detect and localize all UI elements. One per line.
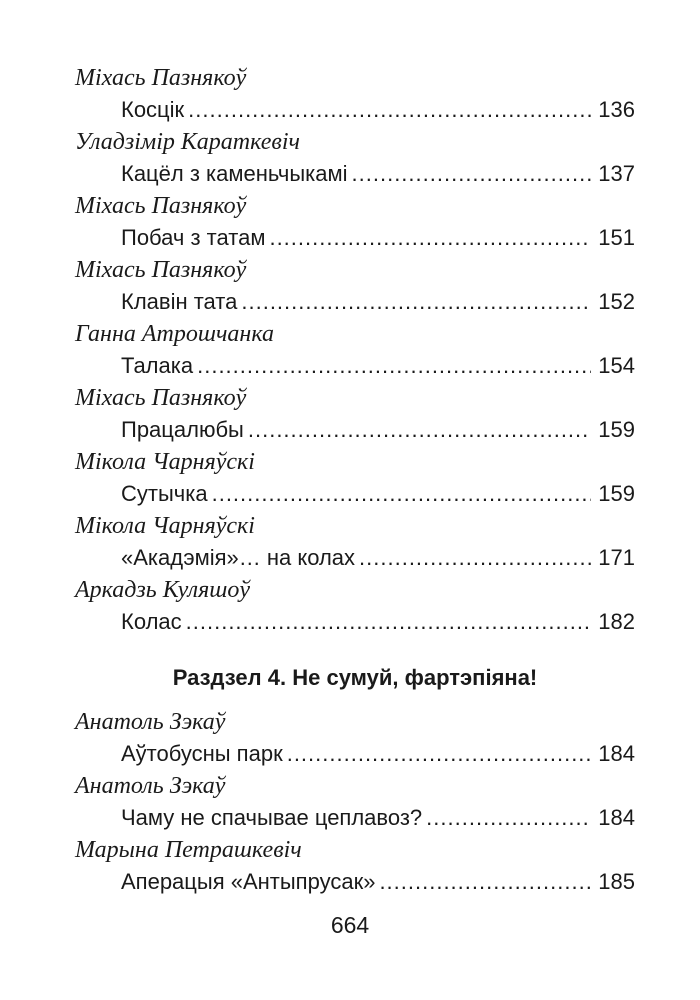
entry-title: Колас [121,609,182,634]
dot-leader [248,414,591,446]
entry-author: Марына Петрашкевіч [75,837,302,863]
entry-page-number: 184 [598,741,635,766]
entry-title: Кацёл з каменьчыкамі [121,161,348,186]
dot-leader [379,866,591,898]
section-heading: Раздзел 4. Не сумуй, фартэпіяна! [172,665,538,690]
toc-entry [75,126,635,190]
entry-line[interactable] [121,414,635,446]
entry-page-number: 159 [598,481,635,506]
entry-title: Сутычка [121,481,208,506]
page-number: 664 [330,912,370,938]
entry-line[interactable] [121,94,635,126]
entry-author: Міхась Пазнякоў [75,385,247,411]
dot-leader [212,478,591,510]
entry-page-number: 151 [598,225,635,250]
dot-leader [241,286,591,318]
entry-page-number: 159 [598,417,635,442]
toc-group-after [75,706,635,898]
entry-line[interactable] [121,542,635,574]
toc-entry [75,706,635,770]
toc-entry [75,254,635,318]
entry-line[interactable] [121,738,635,770]
entry-line[interactable] [121,158,635,190]
dot-leader [197,350,591,382]
entry-title: Клавін тата [121,289,238,314]
toc-entry [75,446,635,510]
entry-line[interactable] [121,478,635,510]
entry-author: Мікола Чарняўскі [75,449,255,475]
dot-leader [426,802,591,834]
table-of-contents [75,62,635,898]
entry-line[interactable] [121,802,635,834]
entry-line[interactable] [121,606,635,638]
entry-page-number: 152 [598,289,635,314]
entry-title: Побач з татам [121,225,266,250]
entry-title: Аўтобусны парк [121,741,283,766]
entry-title: Аперацыя «Антыпрусак» [121,869,376,894]
entry-author: Міхась Пазнякоў [75,257,247,283]
toc-group-before [75,62,635,638]
entry-title: Талака [121,353,194,378]
toc-entry [75,834,635,898]
entry-line[interactable] [121,222,635,254]
toc-entry [75,318,635,382]
dot-leader [186,606,591,638]
entry-page-number: 154 [598,353,635,378]
entry-author: Міхась Пазнякоў [75,193,247,219]
dot-leader [287,738,591,770]
entry-author: Мікола Чарняўскі [75,513,255,539]
entry-line[interactable] [121,350,635,382]
entry-page-number: 171 [598,545,635,570]
toc-entry [75,510,635,574]
entry-author: Ганна Атрошчанка [75,321,274,347]
dot-leader [352,158,591,190]
toc-entry [75,62,635,126]
dot-leader [359,542,591,574]
entry-author: Анатоль Зэкаў [75,773,226,799]
entry-page-number: 136 [598,97,635,122]
dot-leader [188,94,591,126]
toc-entry [75,190,635,254]
entry-author: Аркадзь Куляшоў [75,577,251,603]
entry-author: Міхась Пазнякоў [75,65,247,91]
entry-title: Чаму не спачывае цеплавоз? [121,805,423,830]
entry-title: Працалюбы [121,417,244,442]
toc-entry [75,770,635,834]
entry-page-number: 182 [598,609,635,634]
entry-author: Уладзімір Караткевіч [75,129,300,155]
entry-author: Анатоль Зэкаў [75,709,226,735]
entry-line[interactable] [121,286,635,318]
dot-leader [269,222,591,254]
entry-title: Косцік [121,97,185,122]
toc-entry [75,382,635,446]
entry-page-number: 184 [598,805,635,830]
entry-line[interactable] [121,866,635,898]
toc-entry [75,574,635,638]
entry-title: «Акадэмія»… на колах [121,545,356,570]
entry-page-number: 137 [598,161,635,186]
entry-page-number: 185 [598,869,635,894]
